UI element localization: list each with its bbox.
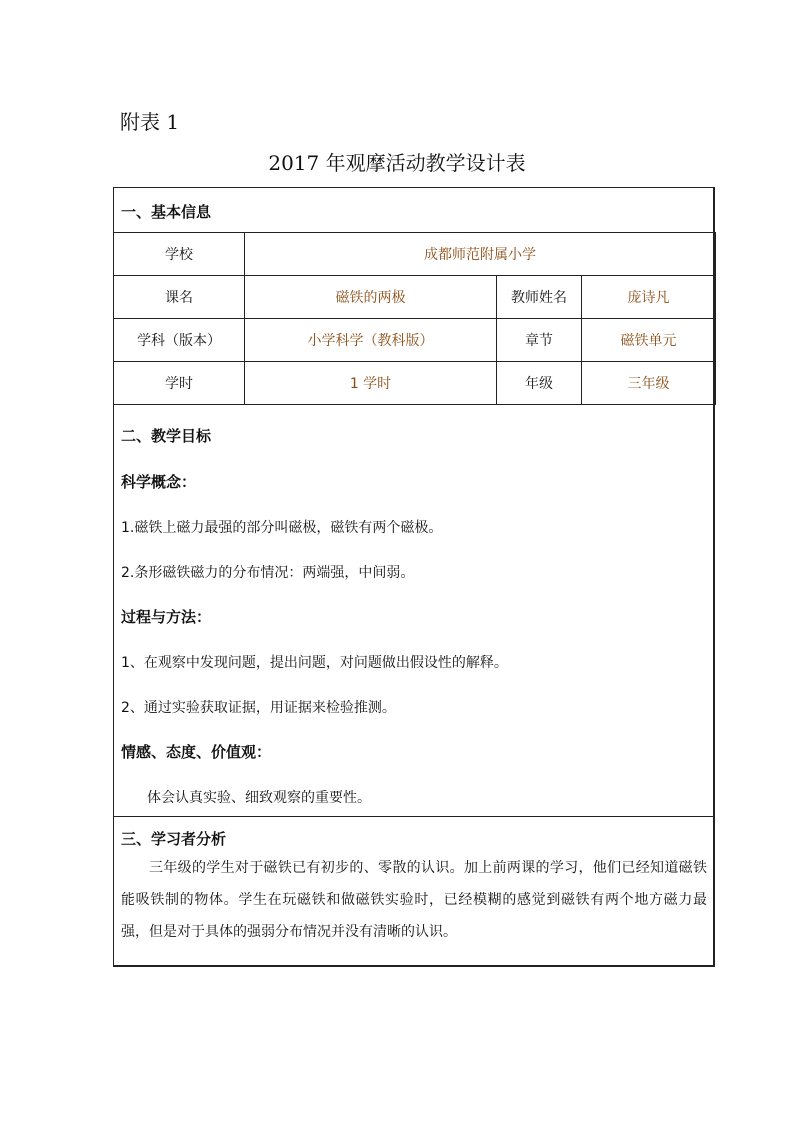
concept-item-2: 2.条形磁铁磁力的分布情况：两端强，中间弱。 (121, 565, 415, 581)
learner-analysis-paragraph: 三年级的学生对于磁铁已有初步的、零散的认识。加上前两课的学习，他们已经知道磁铁能吸铁制的物体。学生在玩磁铁和做磁铁实验时，已经模糊的感觉到磁铁有两个地方磁力最强，但是对于具体的强弱分布情况并没有清晰的认识。 (121, 860, 707, 940)
lesson-design-sheet (113, 187, 715, 967)
hours-value: 1 学时 (245, 362, 497, 405)
concept-item-1: 1.磁铁上磁力最强的部分叫磁极，磁铁有两个磁极。 (121, 520, 443, 536)
grade-label: 年级 (497, 362, 582, 405)
course-value: 磁铁的两极 (245, 276, 497, 319)
table-row (114, 276, 716, 319)
hours-label: 学时 (114, 362, 245, 405)
subject-value: 小学科学（教科版） (245, 319, 497, 362)
school-value: 成都师范附属小学 (245, 233, 716, 276)
basic-info-heading: 一、基本信息 (121, 203, 212, 221)
basic-info-table (113, 232, 716, 405)
emotion-heading: 情感、态度、价值观： (121, 743, 272, 761)
process-heading: 过程与方法： (121, 608, 212, 626)
chapter-label: 章节 (497, 319, 582, 362)
school-label: 学校 (114, 233, 245, 276)
grade-value: 三年级 (582, 362, 716, 405)
teacher-value: 庞诗凡 (582, 276, 716, 319)
process-item-1: 1、在观察中发现问题，提出问题，对问题做出假设性的解释。 (121, 655, 508, 671)
table-row (114, 233, 716, 276)
objectives-heading: 二、教学目标 (121, 427, 212, 445)
document-title: 2017 年观摩活动教学设计表 (268, 151, 526, 175)
table-row (114, 362, 716, 405)
concept-heading: 科学概念： (121, 473, 197, 491)
chapter-value: 磁铁单元 (582, 319, 716, 362)
course-label: 课名 (114, 276, 245, 319)
appendix-label: 附表 1 (120, 110, 180, 134)
subject-label: 学科（版本） (114, 319, 245, 362)
section-divider (114, 816, 713, 817)
process-item-2: 2、通过实验获取证据，用证据来检验推测。 (121, 700, 396, 716)
teacher-label: 教师姓名 (497, 276, 582, 319)
emotion-item-1: 体会认真实验、细致观察的重要性。 (147, 790, 371, 806)
table-row (114, 319, 716, 362)
learner-heading: 三、学习者分析 (121, 830, 227, 848)
